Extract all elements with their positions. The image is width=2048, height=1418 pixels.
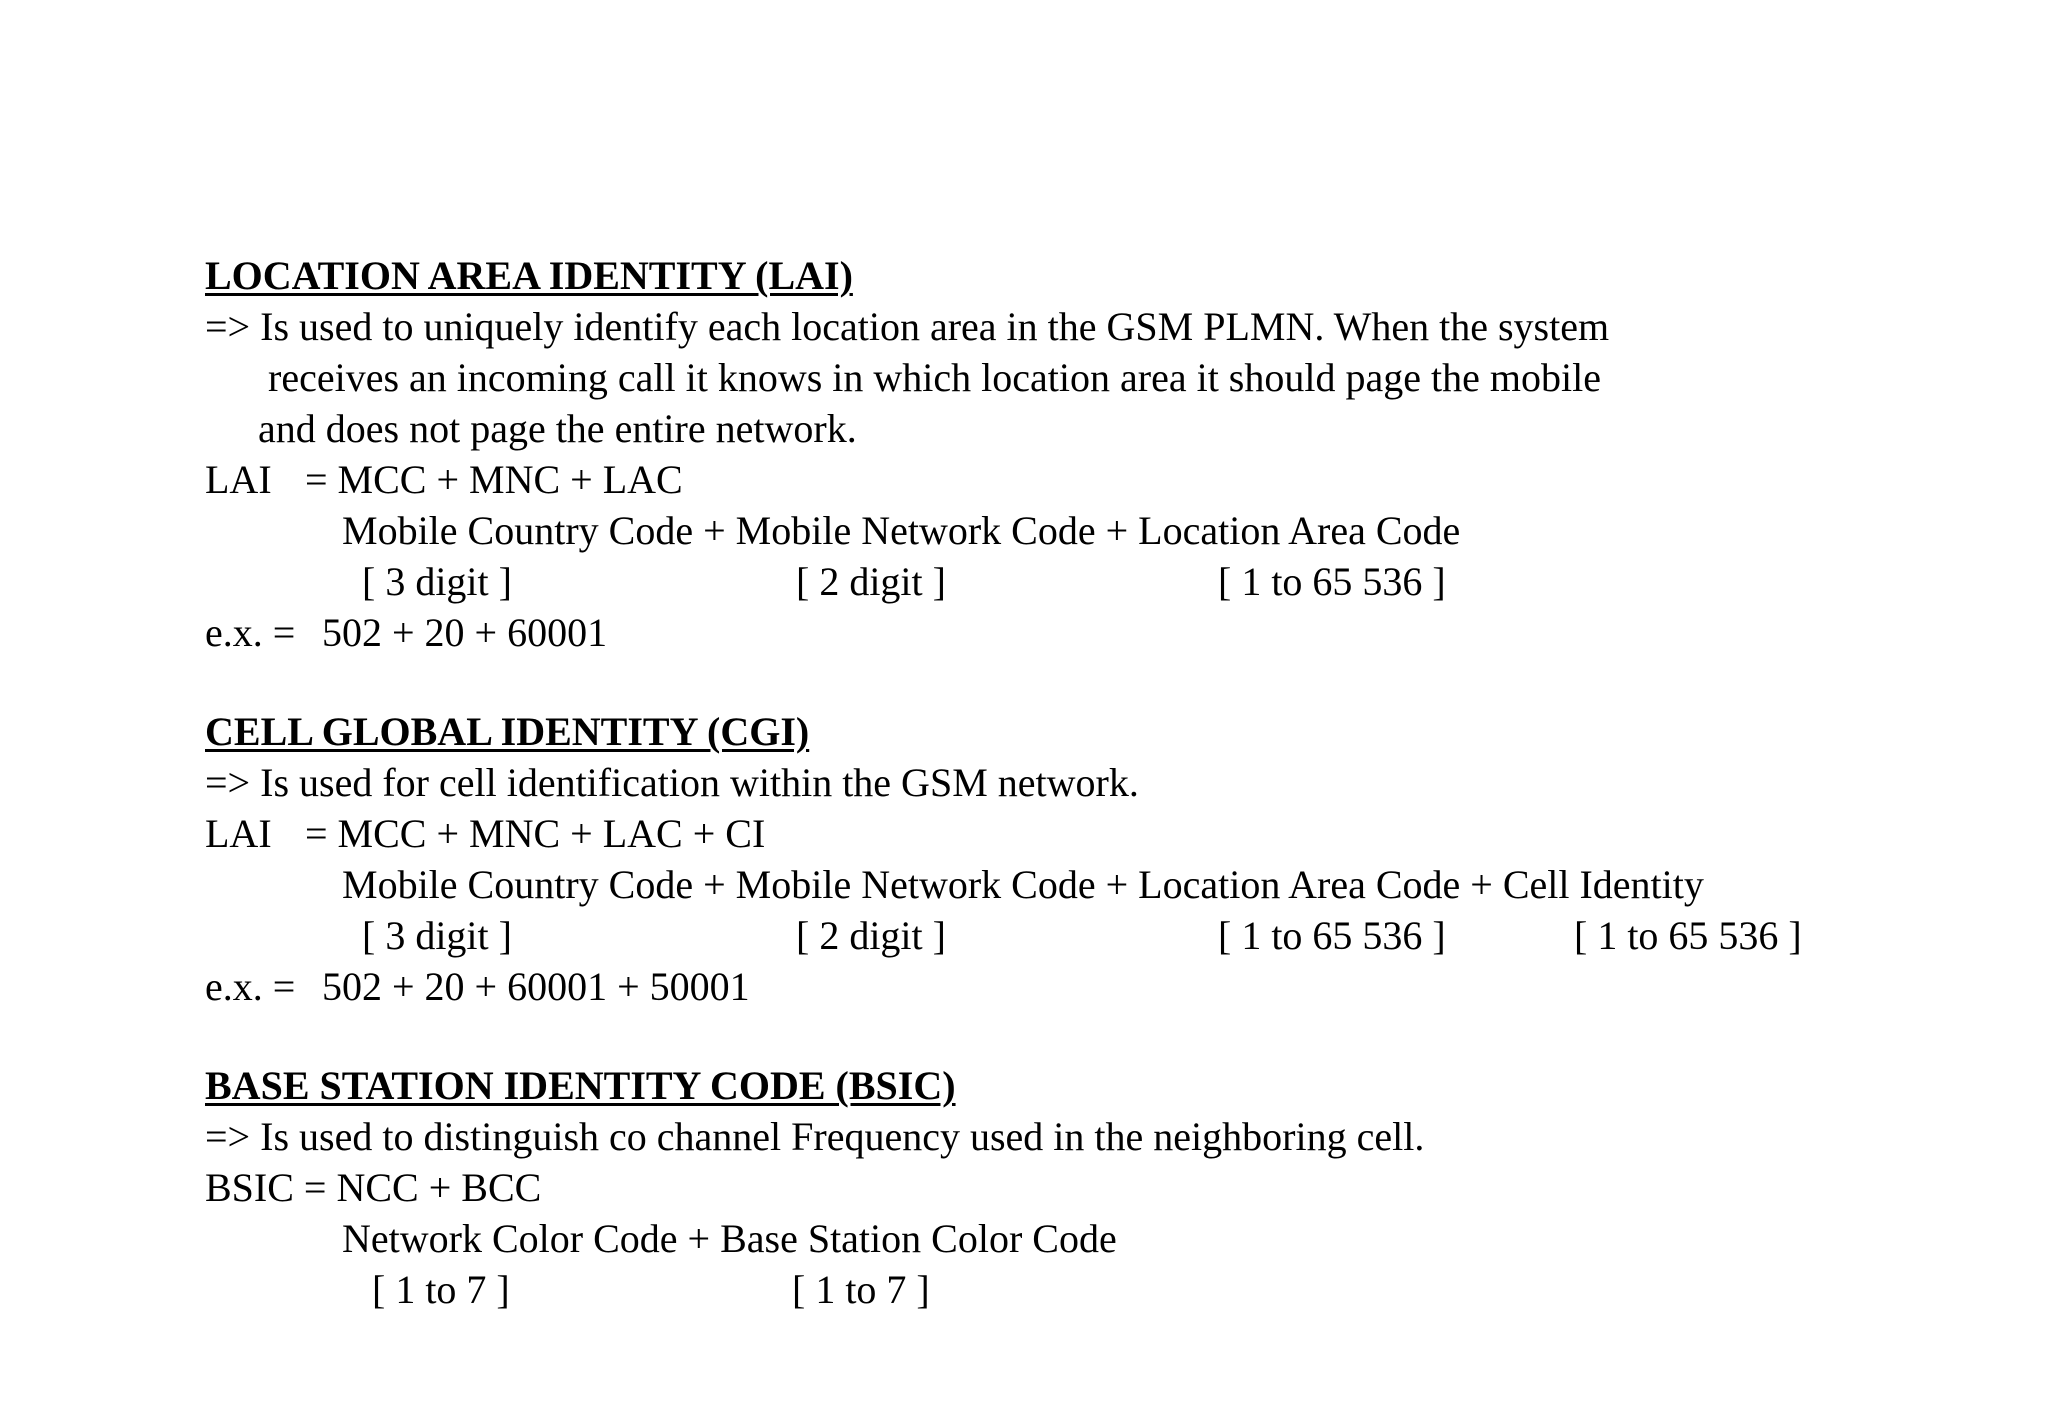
- cgi-heading: CELL GLOBAL IDENTITY (CGI): [205, 709, 810, 754]
- lai-example-value: 502 + 20 + 60001: [322, 610, 608, 655]
- lai-description-line-3: and does not page the entire network.: [258, 406, 857, 451]
- cgi-description-line-1: => Is used for cell identification within the GSM network.: [205, 760, 1139, 805]
- lai-example-label: e.x. =: [205, 610, 296, 655]
- cgi-example-value: 502 + 20 + 60001 + 50001: [322, 964, 750, 1009]
- cgi-range-mnc: [ 2 digit ]: [796, 913, 946, 958]
- bsic-heading: BASE STATION IDENTITY CODE (BSIC): [205, 1063, 956, 1108]
- lai-range-mnc: [ 2 digit ]: [796, 559, 946, 604]
- bsic-expansion: Network Color Code + Base Station Color Code: [342, 1216, 1117, 1261]
- lai-heading: LOCATION AREA IDENTITY (LAI): [205, 253, 853, 298]
- lai-formula: = MCC + MNC + LAC: [305, 457, 683, 502]
- cgi-formula: = MCC + MNC + LAC + CI: [305, 811, 766, 856]
- bsic-range-bcc: [ 1 to 7 ]: [792, 1267, 930, 1312]
- lai-range-mcc: [ 3 digit ]: [362, 559, 512, 604]
- lai-description-line-1: => Is used to uniquely identify each location area in the GSM PLMN. When the system: [205, 304, 1610, 349]
- lai-formula-label: LAI: [205, 457, 272, 502]
- bsic-description-line-1: => Is used to distinguish co channel Frequency used in the neighboring cell.: [205, 1114, 1425, 1159]
- bsic-formula: BSIC = NCC + BCC: [205, 1165, 542, 1210]
- cgi-range-ci: [ 1 to 65 536 ]: [1574, 913, 1802, 958]
- bsic-range-ncc: [ 1 to 7 ]: [372, 1267, 510, 1312]
- cgi-formula-label: LAI: [205, 811, 272, 856]
- lai-expansion: Mobile Country Code + Mobile Network Code + Location Area Code: [342, 508, 1461, 553]
- cgi-range-mcc: [ 3 digit ]: [362, 913, 512, 958]
- cgi-expansion: Mobile Country Code + Mobile Network Code + Location Area Code + Cell Identity: [342, 862, 1704, 907]
- cgi-example-label: e.x. =: [205, 964, 296, 1009]
- lai-range-lac: [ 1 to 65 536 ]: [1218, 559, 1446, 604]
- cgi-range-lac: [ 1 to 65 536 ]: [1218, 913, 1446, 958]
- lai-description-line-2: receives an incoming call it knows in which location area it should page the mobile: [268, 355, 1601, 400]
